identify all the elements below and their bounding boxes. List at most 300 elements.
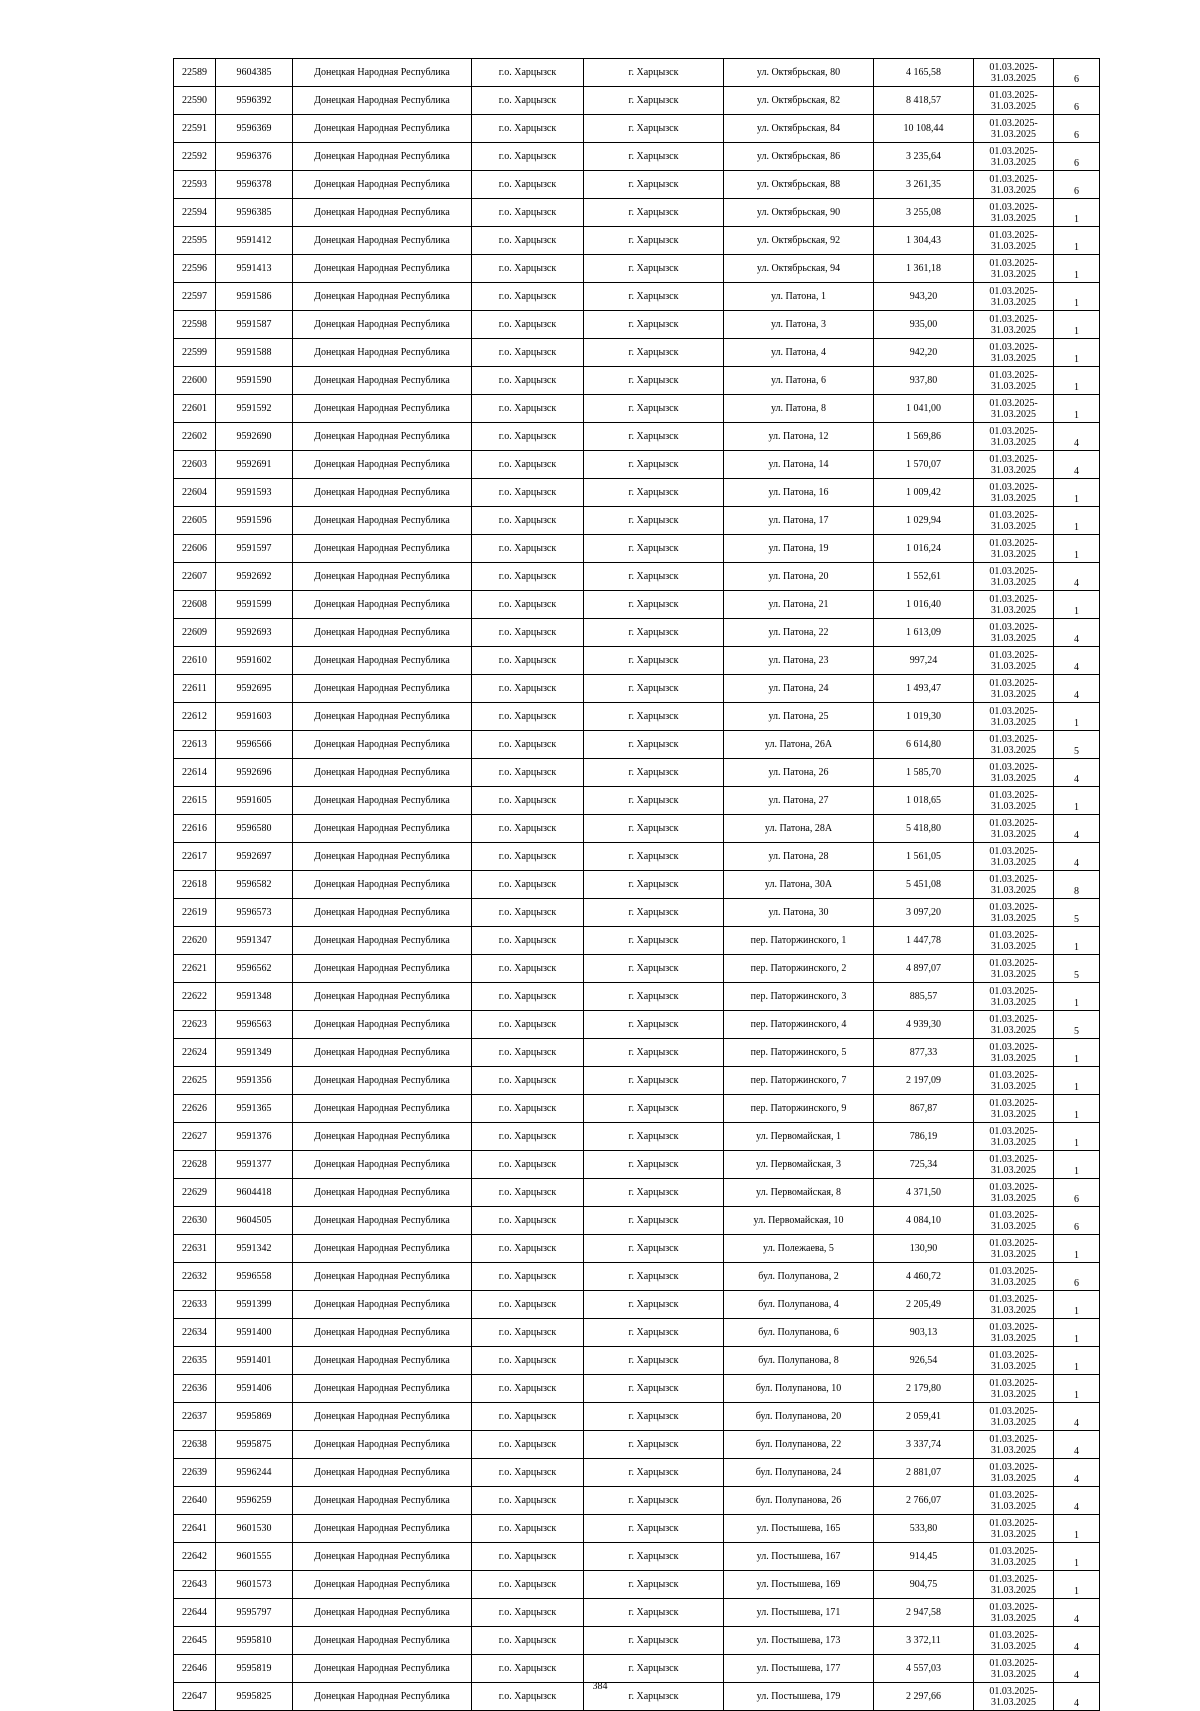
locality-cell: г. Харцызск — [584, 423, 724, 451]
floors-cell: 5 — [1054, 955, 1100, 983]
floors-cell: 1 — [1054, 1151, 1100, 1179]
object-id-cell: 9596566 — [216, 731, 293, 759]
locality-cell: г. Харцызск — [584, 1263, 724, 1291]
address-cell: ул. Октябрьская, 82 — [724, 87, 874, 115]
object-id-cell: 9601555 — [216, 1543, 293, 1571]
period-end: 31.03.2025 — [991, 828, 1036, 840]
region-cell: Донецкая Народная Республика — [293, 479, 472, 507]
locality-cell: г. Харцызск — [584, 591, 724, 619]
period-start: 01.03.2025- — [989, 985, 1038, 997]
period-start: 01.03.2025- — [989, 509, 1038, 521]
table-row — [174, 563, 1100, 591]
object-id-cell: 9591588 — [216, 339, 293, 367]
municipality-cell: г.о. Харцызск — [472, 759, 584, 787]
area-cell: 4 897,07 — [874, 955, 974, 983]
row-number-cell: 22594 — [174, 199, 216, 227]
table-row — [174, 1179, 1100, 1207]
locality-cell: г. Харцызск — [584, 1599, 724, 1627]
area-cell: 3 235,64 — [874, 143, 974, 171]
locality-cell: г. Харцызск — [584, 143, 724, 171]
period-start: 01.03.2025- — [989, 761, 1038, 773]
object-id-cell: 9596244 — [216, 1459, 293, 1487]
object-id-cell: 9595797 — [216, 1599, 293, 1627]
period-start: 01.03.2025- — [989, 257, 1038, 269]
floors-cell: 1 — [1054, 1291, 1100, 1319]
object-id-cell: 9592691 — [216, 451, 293, 479]
period-start: 01.03.2025- — [989, 593, 1038, 605]
region-cell: Донецкая Народная Республика — [293, 927, 472, 955]
locality-cell: г. Харцызск — [584, 1011, 724, 1039]
locality-cell: г. Харцызск — [584, 59, 724, 87]
locality-cell: г. Харцызск — [584, 1459, 724, 1487]
address-cell: бул. Полупанова, 24 — [724, 1459, 874, 1487]
object-id-cell: 9591349 — [216, 1039, 293, 1067]
period-start: 01.03.2025- — [989, 1573, 1038, 1585]
table-row — [174, 1067, 1100, 1095]
object-id-cell: 9595819 — [216, 1655, 293, 1683]
period-start: 01.03.2025- — [989, 733, 1038, 745]
floors-cell: 1 — [1054, 1123, 1100, 1151]
row-number-cell: 22635 — [174, 1347, 216, 1375]
row-number-cell: 22592 — [174, 143, 216, 171]
address-cell: ул. Постышева, 171 — [724, 1599, 874, 1627]
region-cell: Донецкая Народная Республика — [293, 1347, 472, 1375]
period-start: 01.03.2025- — [989, 1349, 1038, 1361]
municipality-cell: г.о. Харцызск — [472, 311, 584, 339]
locality-cell: г. Харцызск — [584, 1403, 724, 1431]
address-cell: бул. Полупанова, 4 — [724, 1291, 874, 1319]
period-start: 01.03.2025- — [989, 649, 1038, 661]
period-end: 31.03.2025 — [991, 1612, 1036, 1624]
page-number: 384 — [592, 1681, 608, 1692]
object-id-cell: 9591602 — [216, 647, 293, 675]
municipality-cell: г.о. Харцызск — [472, 563, 584, 591]
period-cell — [974, 479, 1054, 507]
region-cell: Донецкая Народная Республика — [293, 1515, 472, 1543]
municipality-cell: г.о. Харцызск — [472, 479, 584, 507]
table-row — [174, 1431, 1100, 1459]
period-cell — [974, 703, 1054, 731]
locality-cell: г. Харцызск — [584, 1375, 724, 1403]
municipality-cell: г.о. Харцызск — [472, 1263, 584, 1291]
address-cell: бул. Полупанова, 20 — [724, 1403, 874, 1431]
municipality-cell: г.о. Харцызск — [472, 731, 584, 759]
region-cell: Донецкая Народная Республика — [293, 1431, 472, 1459]
object-id-cell: 9591603 — [216, 703, 293, 731]
region-cell: Донецкая Народная Республика — [293, 899, 472, 927]
locality-cell: г. Харцызск — [584, 899, 724, 927]
period-cell — [974, 759, 1054, 787]
area-cell: 4 939,30 — [874, 1011, 974, 1039]
period-cell — [974, 1403, 1054, 1431]
period-end: 31.03.2025 — [991, 1444, 1036, 1456]
table-row — [174, 395, 1100, 423]
period-cell — [974, 199, 1054, 227]
address-cell: ул. Патона, 27 — [724, 787, 874, 815]
object-id-cell: 9591401 — [216, 1347, 293, 1375]
floors-cell: 1 — [1054, 395, 1100, 423]
locality-cell: г. Харцызск — [584, 1067, 724, 1095]
municipality-cell: г.о. Харцызск — [472, 703, 584, 731]
period-end: 31.03.2025 — [991, 688, 1036, 700]
period-end: 31.03.2025 — [991, 968, 1036, 980]
period-start: 01.03.2025- — [989, 1461, 1038, 1473]
area-cell: 2 179,80 — [874, 1375, 974, 1403]
table-row — [174, 1319, 1100, 1347]
region-cell: Донецкая Народная Республика — [293, 1263, 472, 1291]
locality-cell: г. Харцызск — [584, 871, 724, 899]
table-row — [174, 367, 1100, 395]
period-cell — [974, 507, 1054, 535]
floors-cell: 4 — [1054, 563, 1100, 591]
locality-cell: г. Харцызск — [584, 1319, 724, 1347]
region-cell: Донецкая Народная Республика — [293, 423, 472, 451]
municipality-cell: г.о. Харцызск — [472, 815, 584, 843]
floors-cell: 1 — [1054, 199, 1100, 227]
address-cell: ул. Патона, 19 — [724, 535, 874, 563]
municipality-cell: г.о. Харцызск — [472, 199, 584, 227]
period-end: 31.03.2025 — [991, 324, 1036, 336]
row-number-cell: 22615 — [174, 787, 216, 815]
region-cell: Донецкая Народная Республика — [293, 647, 472, 675]
locality-cell: г. Харцызск — [584, 339, 724, 367]
period-end: 31.03.2025 — [991, 884, 1036, 896]
address-cell: ул. Патона, 21 — [724, 591, 874, 619]
floors-cell: 6 — [1054, 1263, 1100, 1291]
row-number-cell: 22620 — [174, 927, 216, 955]
floors-cell: 4 — [1054, 1683, 1100, 1711]
floors-cell: 6 — [1054, 59, 1100, 87]
period-cell — [974, 1095, 1054, 1123]
locality-cell: г. Харцызск — [584, 787, 724, 815]
address-cell: ул. Октябрьская, 94 — [724, 255, 874, 283]
region-cell: Донецкая Народная Республика — [293, 535, 472, 563]
period-start: 01.03.2025- — [989, 425, 1038, 437]
period-start: 01.03.2025- — [989, 1125, 1038, 1137]
municipality-cell: г.о. Харцызск — [472, 367, 584, 395]
row-number-cell: 22599 — [174, 339, 216, 367]
municipality-cell: г.о. Харцызск — [472, 1599, 584, 1627]
row-number-cell: 22618 — [174, 871, 216, 899]
municipality-cell: г.о. Харцызск — [472, 115, 584, 143]
object-id-cell: 9596378 — [216, 171, 293, 199]
period-end: 31.03.2025 — [991, 1472, 1036, 1484]
period-cell — [974, 1487, 1054, 1515]
row-number-cell: 22623 — [174, 1011, 216, 1039]
area-cell: 725,34 — [874, 1151, 974, 1179]
address-cell: бул. Полупанова, 26 — [724, 1487, 874, 1515]
region-cell: Донецкая Народная Республика — [293, 843, 472, 871]
floors-cell: 6 — [1054, 87, 1100, 115]
row-number-cell: 22624 — [174, 1039, 216, 1067]
period-start: 01.03.2025- — [989, 285, 1038, 297]
period-end: 31.03.2025 — [991, 1500, 1036, 1512]
address-cell: ул. Октябрьская, 80 — [724, 59, 874, 87]
region-cell: Донецкая Народная Республика — [293, 507, 472, 535]
address-cell: ул. Патона, 17 — [724, 507, 874, 535]
period-end: 31.03.2025 — [991, 1108, 1036, 1120]
floors-cell: 4 — [1054, 843, 1100, 871]
locality-cell: г. Харцызск — [584, 535, 724, 563]
locality-cell: г. Харцызск — [584, 87, 724, 115]
region-cell: Донецкая Народная Республика — [293, 563, 472, 591]
municipality-cell: г.о. Харцызск — [472, 1095, 584, 1123]
period-start: 01.03.2025- — [989, 453, 1038, 465]
locality-cell: г. Харцызск — [584, 927, 724, 955]
region-cell: Донецкая Народная Республика — [293, 787, 472, 815]
locality-cell: г. Харцызск — [584, 171, 724, 199]
floors-cell: 1 — [1054, 983, 1100, 1011]
municipality-cell: г.о. Харцызск — [472, 1683, 584, 1711]
period-cell — [974, 143, 1054, 171]
floors-cell: 1 — [1054, 787, 1100, 815]
municipality-cell: г.о. Харцызск — [472, 619, 584, 647]
floors-cell: 1 — [1054, 1375, 1100, 1403]
municipality-cell: г.о. Харцызск — [472, 423, 584, 451]
area-cell: 903,13 — [874, 1319, 974, 1347]
floors-cell: 6 — [1054, 115, 1100, 143]
address-cell: пер. Паторжинского, 9 — [724, 1095, 874, 1123]
period-end: 31.03.2025 — [991, 464, 1036, 476]
period-start: 01.03.2025- — [989, 1657, 1038, 1669]
locality-cell: г. Харцызск — [584, 479, 724, 507]
row-number-cell: 22646 — [174, 1655, 216, 1683]
floors-cell: 1 — [1054, 255, 1100, 283]
region-cell: Донецкая Народная Республика — [293, 1487, 472, 1515]
area-cell: 4 557,03 — [874, 1655, 974, 1683]
floors-cell: 1 — [1054, 1347, 1100, 1375]
locality-cell: г. Харцызск — [584, 843, 724, 871]
row-number-cell: 22598 — [174, 311, 216, 339]
period-start: 01.03.2025- — [989, 929, 1038, 941]
floors-cell: 1 — [1054, 311, 1100, 339]
table-row — [174, 1291, 1100, 1319]
floors-cell: 4 — [1054, 815, 1100, 843]
municipality-cell: г.о. Харцызск — [472, 1571, 584, 1599]
floors-cell: 1 — [1054, 1235, 1100, 1263]
municipality-cell: г.о. Харцызск — [472, 1123, 584, 1151]
municipality-cell: г.о. Харцызск — [472, 1067, 584, 1095]
period-end: 31.03.2025 — [991, 436, 1036, 448]
address-cell: бул. Полупанова, 22 — [724, 1431, 874, 1459]
address-cell: ул. Патона, 6 — [724, 367, 874, 395]
region-cell: Донецкая Народная Республика — [293, 255, 472, 283]
locality-cell: г. Харцызск — [584, 507, 724, 535]
area-cell: 1 018,65 — [874, 787, 974, 815]
locality-cell: г. Харцызск — [584, 1039, 724, 1067]
period-cell — [974, 1431, 1054, 1459]
area-cell: 3 337,74 — [874, 1431, 974, 1459]
period-start: 01.03.2025- — [989, 789, 1038, 801]
locality-cell: г. Харцызск — [584, 311, 724, 339]
row-number-cell: 22600 — [174, 367, 216, 395]
table-row — [174, 1347, 1100, 1375]
municipality-cell: г.о. Харцызск — [472, 143, 584, 171]
row-number-cell: 22617 — [174, 843, 216, 871]
region-cell: Донецкая Народная Республика — [293, 675, 472, 703]
municipality-cell: г.о. Харцызск — [472, 1179, 584, 1207]
region-cell: Донецкая Народная Республика — [293, 171, 472, 199]
table-row — [174, 759, 1100, 787]
area-cell: 926,54 — [874, 1347, 974, 1375]
locality-cell: г. Харцызск — [584, 731, 724, 759]
locality-cell: г. Харцызск — [584, 619, 724, 647]
address-cell: ул. Патона, 3 — [724, 311, 874, 339]
region-cell: Донецкая Народная Республика — [293, 759, 472, 787]
table-row — [174, 871, 1100, 899]
row-number-cell: 22634 — [174, 1319, 216, 1347]
municipality-cell: г.о. Харцызск — [472, 1543, 584, 1571]
floors-cell: 4 — [1054, 759, 1100, 787]
address-cell: ул. Октябрьская, 92 — [724, 227, 874, 255]
floors-cell: 1 — [1054, 1095, 1100, 1123]
period-cell — [974, 1263, 1054, 1291]
address-cell: бул. Полупанова, 2 — [724, 1263, 874, 1291]
address-cell: ул. Патона, 24 — [724, 675, 874, 703]
table-row — [174, 1011, 1100, 1039]
period-cell — [974, 1123, 1054, 1151]
address-cell: ул. Патона, 25 — [724, 703, 874, 731]
region-cell: Донецкая Народная Республика — [293, 703, 472, 731]
address-cell: ул. Патона, 28 — [724, 843, 874, 871]
period-end: 31.03.2025 — [991, 1304, 1036, 1316]
address-cell: пер. Паторжинского, 7 — [724, 1067, 874, 1095]
region-cell: Донецкая Народная Республика — [293, 815, 472, 843]
period-cell — [974, 1207, 1054, 1235]
region-cell: Донецкая Народная Республика — [293, 871, 472, 899]
period-end: 31.03.2025 — [991, 296, 1036, 308]
object-id-cell: 9595810 — [216, 1627, 293, 1655]
municipality-cell: г.о. Харцызск — [472, 927, 584, 955]
region-cell: Донецкая Народная Республика — [293, 591, 472, 619]
floors-cell: 5 — [1054, 899, 1100, 927]
period-end: 31.03.2025 — [991, 1248, 1036, 1260]
row-number-cell: 22628 — [174, 1151, 216, 1179]
area-cell: 1 552,61 — [874, 563, 974, 591]
table-row — [174, 675, 1100, 703]
row-number-cell: 22596 — [174, 255, 216, 283]
floors-cell: 1 — [1054, 535, 1100, 563]
floors-cell: 1 — [1054, 507, 1100, 535]
area-cell: 4 371,50 — [874, 1179, 974, 1207]
area-cell: 1 019,30 — [874, 703, 974, 731]
region-cell: Донецкая Народная Республика — [293, 1599, 472, 1627]
row-number-cell: 22641 — [174, 1515, 216, 1543]
floors-cell: 4 — [1054, 1431, 1100, 1459]
period-end: 31.03.2025 — [991, 800, 1036, 812]
row-number-cell: 22589 — [174, 59, 216, 87]
period-start: 01.03.2025- — [989, 705, 1038, 717]
object-id-cell: 9591592 — [216, 395, 293, 423]
locality-cell: г. Харцызск — [584, 199, 724, 227]
row-number-cell: 22602 — [174, 423, 216, 451]
floors-cell: 4 — [1054, 451, 1100, 479]
region-cell: Донецкая Народная Республика — [293, 1207, 472, 1235]
table-row — [174, 1487, 1100, 1515]
table-row — [174, 843, 1100, 871]
address-cell: ул. Постышева, 177 — [724, 1655, 874, 1683]
address-cell: ул. Патона, 12 — [724, 423, 874, 451]
floors-cell: 4 — [1054, 423, 1100, 451]
object-id-cell: 9592697 — [216, 843, 293, 871]
period-end: 31.03.2025 — [991, 240, 1036, 252]
row-number-cell: 22605 — [174, 507, 216, 535]
address-cell: ул. Патона, 28А — [724, 815, 874, 843]
area-cell: 3 261,35 — [874, 171, 974, 199]
table-row — [174, 451, 1100, 479]
row-number-cell: 22609 — [174, 619, 216, 647]
floors-cell: 4 — [1054, 1627, 1100, 1655]
floors-cell: 4 — [1054, 1599, 1100, 1627]
period-cell — [974, 227, 1054, 255]
region-cell: Донецкая Народная Республика — [293, 1683, 472, 1711]
table-row — [174, 927, 1100, 955]
object-id-cell: 9604418 — [216, 1179, 293, 1207]
table-row — [174, 1627, 1100, 1655]
period-end: 31.03.2025 — [991, 268, 1036, 280]
period-cell — [974, 1543, 1054, 1571]
area-cell: 4 084,10 — [874, 1207, 974, 1235]
municipality-cell: г.о. Харцызск — [472, 451, 584, 479]
area-cell: 1 016,40 — [874, 591, 974, 619]
period-cell — [974, 535, 1054, 563]
address-cell: ул. Октябрьская, 88 — [724, 171, 874, 199]
table-row — [174, 1235, 1100, 1263]
period-cell — [974, 283, 1054, 311]
floors-cell: 4 — [1054, 647, 1100, 675]
area-cell: 1 493,47 — [874, 675, 974, 703]
table-row — [174, 143, 1100, 171]
region-cell: Донецкая Народная Республика — [293, 1067, 472, 1095]
municipality-cell: г.о. Харцызск — [472, 1655, 584, 1683]
period-end: 31.03.2025 — [991, 1360, 1036, 1372]
row-number-cell: 22601 — [174, 395, 216, 423]
region-cell: Донецкая Народная Республика — [293, 1571, 472, 1599]
period-end: 31.03.2025 — [991, 100, 1036, 112]
table-row — [174, 787, 1100, 815]
table-row — [174, 983, 1100, 1011]
region-cell: Донецкая Народная Республика — [293, 311, 472, 339]
table-row — [174, 1599, 1100, 1627]
municipality-cell: г.о. Харцызск — [472, 339, 584, 367]
period-cell — [974, 871, 1054, 899]
period-start: 01.03.2025- — [989, 1321, 1038, 1333]
period-cell — [974, 1235, 1054, 1263]
period-end: 31.03.2025 — [991, 1640, 1036, 1652]
period-end: 31.03.2025 — [991, 212, 1036, 224]
period-end: 31.03.2025 — [991, 576, 1036, 588]
period-cell — [974, 787, 1054, 815]
object-id-cell: 9596385 — [216, 199, 293, 227]
area-cell: 3 255,08 — [874, 199, 974, 227]
municipality-cell: г.о. Харцызск — [472, 1459, 584, 1487]
period-cell — [974, 367, 1054, 395]
object-id-cell: 9591412 — [216, 227, 293, 255]
period-start: 01.03.2025- — [989, 1433, 1038, 1445]
period-cell — [974, 731, 1054, 759]
municipality-cell: г.о. Харцызск — [472, 983, 584, 1011]
object-id-cell: 9591342 — [216, 1235, 293, 1263]
object-id-cell: 9604505 — [216, 1207, 293, 1235]
row-number-cell: 22639 — [174, 1459, 216, 1487]
region-cell: Донецкая Народная Республика — [293, 367, 472, 395]
object-id-cell: 9596580 — [216, 815, 293, 843]
row-number-cell: 22604 — [174, 479, 216, 507]
floors-cell: 5 — [1054, 1011, 1100, 1039]
floors-cell: 1 — [1054, 367, 1100, 395]
object-id-cell: 9591348 — [216, 983, 293, 1011]
locality-cell: г. Харцызск — [584, 1543, 724, 1571]
